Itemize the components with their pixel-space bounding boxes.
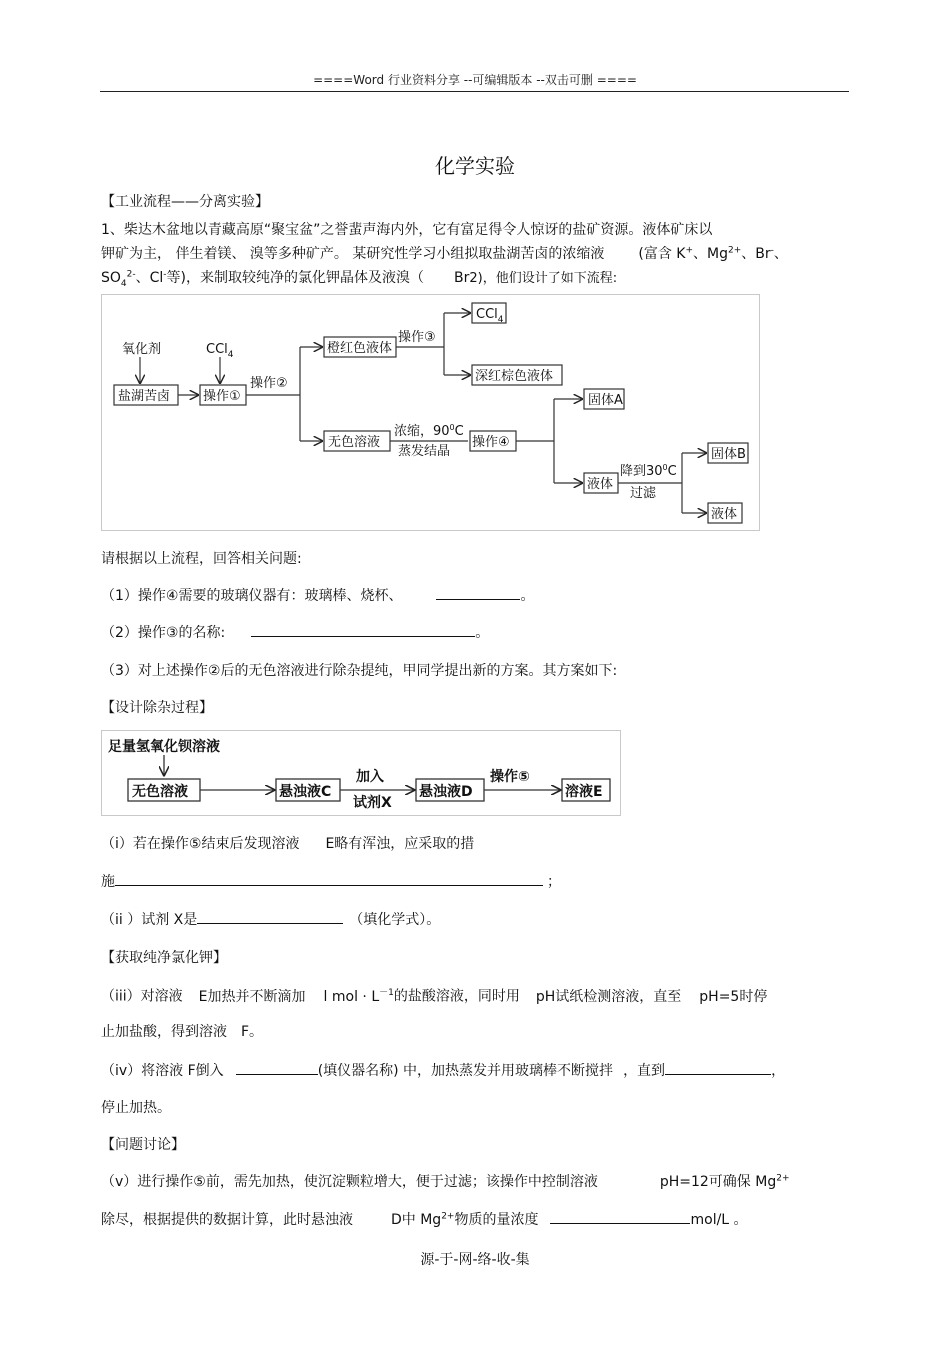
flow1-op4-box: 操作④: [472, 435, 510, 450]
page-title: 化学实验: [435, 154, 515, 178]
flow2-reagent-x-label: 试剂X: [353, 795, 392, 811]
flow1-ccl4-label: CCl$_4$: [206, 342, 234, 360]
section-heading-discussion: 【问题讨论】: [101, 1137, 185, 1153]
flow-diagram-1: [101, 294, 760, 531]
flow1-darkred-liquid-box: 深红棕色液体: [475, 369, 554, 384]
header-rule: [100, 91, 849, 92]
flow1-liquid2-box: 液体: [711, 507, 738, 522]
flow-diagram-2-svg: [102, 731, 620, 815]
question-v-line1: （v）进行操作⑤前，需先加热，使沉淀颗粒增大，便于过滤；该操作中控制溶液 pH=12可确保 $Mg^{2+}$: [101, 1173, 790, 1190]
flow1-op3-label: 操作③: [398, 330, 436, 345]
flow1-op1-box: 操作①: [203, 389, 241, 404]
flow1-liquid-box: 液体: [587, 477, 614, 492]
question-ii: （ii ）试剂 X是 （填化学式）。: [101, 909, 440, 929]
question-iv-line1: （iv）将溶液 F倒入 (填仪器名称) 中，加热蒸发并用玻璃棒不断搅拌 ，直到 ，: [101, 1060, 785, 1080]
answer-blank-ii[interactable]: [197, 909, 343, 924]
question-iv-line2: 停止加热。: [101, 1100, 171, 1116]
question-iii-line1: （iii）对溶液 E加热并不断滴加 l mol · $L^{-1}$的盐酸溶液，同时用 pH试纸检测溶液，直至 pH=5时停: [101, 988, 768, 1005]
question-1-text-line1: 1、柴达木盆地以青藏高原“聚宝盆”之誉蜚声海内外，它有富足得令人惊讶的盐矿资源。液体矿床以: [101, 222, 713, 238]
section-heading-flow: 【工业流程——分离实验】: [101, 194, 269, 210]
question-1-3: （3）对上述操作②后的无色溶液进行除杂提纯，甲同学提出新的方案。其方案如下:: [101, 663, 618, 679]
question-i-line2: 施 ；: [101, 871, 561, 891]
flow1-ccl4-box: CCl$_4$: [476, 307, 504, 325]
question-1-2: （2）操作③的名称: 。: [101, 622, 489, 642]
section-heading-kcl: 【获取纯净氯化钾】: [101, 950, 227, 966]
flow1-oxidant-label: 氧化剂: [122, 342, 162, 357]
flow2-colorless-box: 无色溶液: [132, 784, 188, 800]
answer-blank-i[interactable]: [115, 871, 543, 886]
flow1-op2-label: 操作②: [250, 376, 288, 391]
flow2-reagent-label: 足量氢氧化钡溶液: [108, 739, 220, 755]
flow1-concentrate-label: 浓缩，$90^0C$: [394, 423, 464, 439]
answer-blank-iv-1[interactable]: [236, 1060, 318, 1075]
question-i-line1: （i）若在操作⑤结束后发现溶液 E略有浑浊，应采取的措: [101, 836, 475, 852]
flow1-solid-a-box: 固体A: [588, 393, 623, 408]
flow1-orange-liquid-box: 橙红色液体: [327, 341, 393, 356]
flow1-solid-b-box: 固体B: [711, 447, 746, 462]
flow2-suspension-c-box: 悬浊液C: [279, 784, 332, 800]
page-header: ====Word 行业资料分享 --可编辑版本 --双击可删 ====: [313, 73, 637, 87]
flow2-op5-label: 操作⑤: [490, 769, 530, 785]
section-heading-purify: 【设计除杂过程】: [101, 700, 213, 716]
flow1-evaporate-label: 蒸发结晶: [398, 444, 451, 459]
flow1-brine-box: 盐湖苦卤: [118, 389, 171, 404]
flow2-suspension-d-box: 悬浊液D: [419, 784, 473, 800]
question-1-1: （1）操作④需要的玻璃仪器有：玻璃棒、烧杯、 。: [101, 585, 534, 605]
answer-blank-1[interactable]: [436, 585, 520, 600]
page-footer: 源-于-网-络-收-集: [420, 1252, 530, 1268]
answer-blank-iv-2[interactable]: [665, 1060, 771, 1075]
question-iii-line2: 止加盐酸，得到溶液 F。: [101, 1024, 264, 1040]
question-1-text-line2: 钾矿为主， 伴生着镁、 溴等多种矿产。 某研究性学习小组拟取盐湖苦卤的浓缩液 (富含 K+、$Mg^{2+}$、Br-、: [101, 245, 788, 262]
flow1-filter-label: 过滤: [630, 486, 657, 501]
flow2-solution-e-box: 溶液E: [565, 784, 603, 800]
flow1-colorless-solution-box: 无色溶液: [328, 435, 381, 450]
answer-blank-2[interactable]: [251, 622, 475, 637]
flow-diagram-1-svg: [102, 295, 759, 530]
question-1-text-line3: $SO_4^{2-}$、Cl-等)，来制取较纯净的氯化钾晶体及液溴（ Br2)，他们设计了如下流程:: [101, 269, 618, 289]
questions-intro: 请根据以上流程，回答相关问题:: [101, 551, 302, 567]
question-v-line2: 除尽，根据提供的数据计算，此时悬浊液 D中 $Mg^{2+}$物质的量浓度 mol/L 。: [101, 1209, 748, 1229]
flow1-cool-label: 降到$30^0C$: [620, 463, 677, 479]
flow-diagram-2: [101, 730, 621, 816]
answer-blank-v[interactable]: [550, 1209, 690, 1224]
flow2-add-label: 加入: [356, 769, 384, 785]
